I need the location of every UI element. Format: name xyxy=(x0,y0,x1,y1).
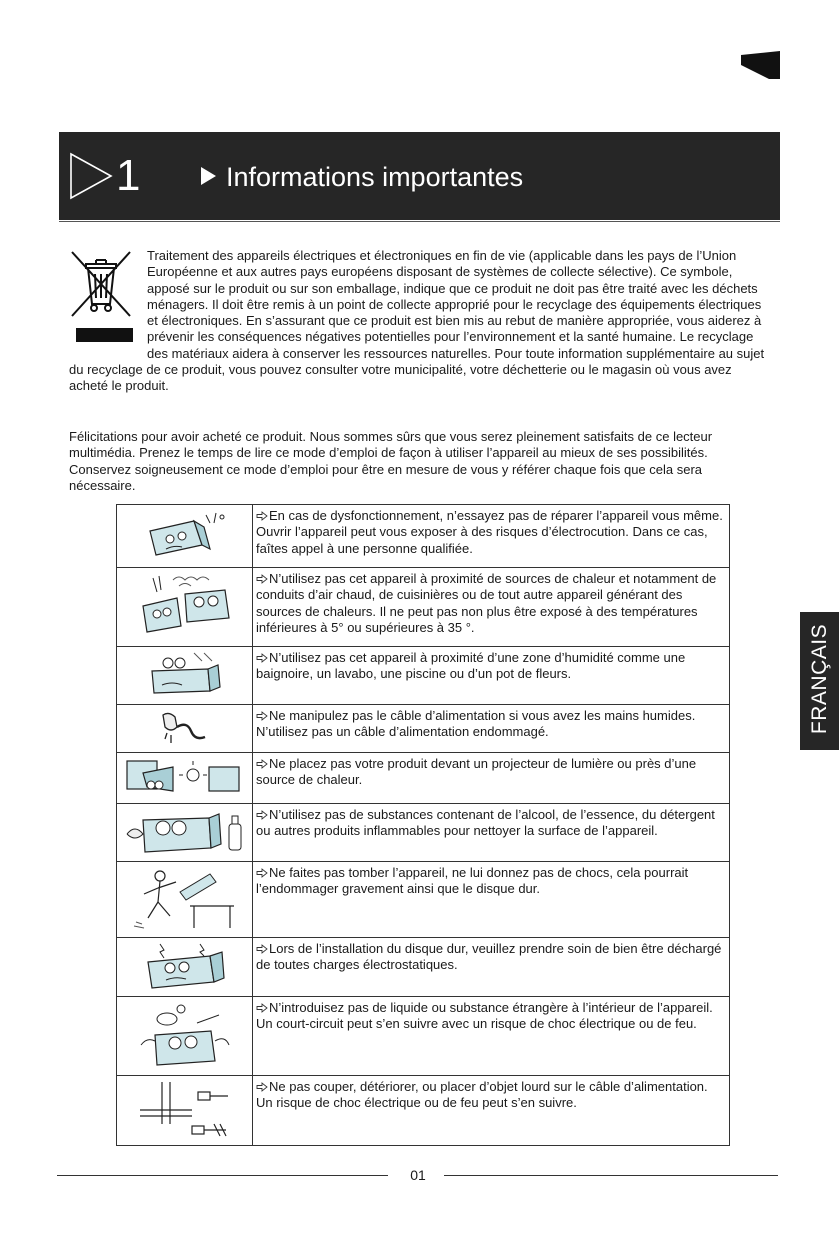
warning-text: N’introduisez pas de liquide ou substance étrangère à l’intérieur de l’appareil. Un court-circuit peut s’en suivre avec un risque de choc électrique ou de feu. xyxy=(256,1000,713,1032)
warning-illustration xyxy=(117,647,253,705)
page-number: 01 xyxy=(410,1167,426,1183)
warning-row xyxy=(117,753,730,804)
safety-warnings-table xyxy=(116,504,730,1146)
bullet-arrow-icon xyxy=(256,574,268,584)
page-title: Informations importantes xyxy=(226,162,524,192)
warning-text: En cas de dysfonctionnement, n’essayez pas de réparer l’appareil vous même. Ouvrir l’appareil peut vous exposer à des risques d’électrocution. Dans ce cas, faîtes appel à une personne qualifiée. xyxy=(256,508,723,556)
falling-device-icon xyxy=(130,866,240,932)
weee-disposal-text: Traitement des appareils électriques et électroniques en fin de vie (applicable dans les pays de l’Union Européenne et aux autres pays européens disposant de systèmes de collecte sélective). Ce symbole, apposé sur le produit ou sur son emballage, indique que ce produit ne doit pas être traité avec les déchets ménagers. Il doit être remis à un point de collecte approprié pour le recyclage des équipements électriques et électroniques. En s’assurant que ce produit est bien mis au rebut de manière appropriée, vous aiderez à prévenir les conséquences négatives potentielles pour l’environnement et la santé humaine. Le recyclage des matériaux aidera à conserver les ressources naturelles. Pour toute information supplémentaire au sujet du recyclage de ce produit, vous pouvez consulter votre municipalité, votre déchetterie ou le magasin où vous avez acheté le produit. xyxy=(69,248,765,394)
warning-text: Ne placez pas votre produit devant un projecteur de lumière ou près d’une source de chaleur. xyxy=(256,756,697,788)
congratulations-paragraph: Félicitations pour avoir acheté ce produit. Nous sommes sûrs que vous serez pleinement satisfaits de ce lecteur multimédia. Prenez le temps de lire ce mode d’emploi de façon à utiliser l’appareil au mieux de ses possibilités. Conservez soigneusement ce mode d’emploi pour être en mesure de vous y référer chaque fois que cela sera nécessaire. xyxy=(69,429,713,493)
header-divider xyxy=(59,221,780,222)
warning-illustration xyxy=(117,568,253,647)
warning-text: Ne manipulez pas le câble d’alimentation si vous avez les mains humides. N’utilisez pas un câble d’alimentation endommagé. xyxy=(256,708,696,740)
warning-text: Ne faites pas tomber l’appareil, ne lui donnez pas de chocs, cela pourrait l’endommager gravement ainsi que le disque dur. xyxy=(256,865,689,897)
chapter-header xyxy=(59,132,780,220)
warning-row xyxy=(117,804,730,862)
language-label: FRANÇAIS xyxy=(808,623,831,735)
warning-illustration xyxy=(117,804,253,862)
foreign-object-icon xyxy=(137,1001,233,1071)
broken-device-icon xyxy=(142,509,228,563)
warning-illustration xyxy=(117,862,253,938)
warning-row xyxy=(117,647,730,705)
bullet-arrow-icon xyxy=(256,711,268,721)
warning-illustration xyxy=(117,753,253,804)
bullet-arrow-icon xyxy=(256,868,268,878)
warning-row xyxy=(117,997,730,1076)
warning-row xyxy=(117,1076,730,1146)
warning-illustration xyxy=(117,938,253,997)
warning-illustration xyxy=(117,705,253,753)
bullet-arrow-icon xyxy=(256,944,268,954)
title-triangle-icon xyxy=(201,167,216,185)
chapter-number: 1 xyxy=(116,151,141,200)
warning-row xyxy=(117,505,730,568)
spotlight-icon xyxy=(123,757,247,799)
weee-disposal-paragraph xyxy=(69,248,771,395)
warning-text: Ne pas couper, détériorer, ou placer d’objet lourd sur le câble d’alimentation. Un risque de choc électrique ou de feu peut s’en suivre. xyxy=(256,1079,708,1111)
warning-row xyxy=(117,938,730,997)
chapter-arrow-icon xyxy=(69,152,113,200)
warning-illustration xyxy=(117,1076,253,1146)
warning-row xyxy=(117,568,730,647)
bullet-arrow-icon xyxy=(256,653,268,663)
warning-illustration xyxy=(117,505,253,568)
footer-rule-left xyxy=(57,1175,388,1176)
bullet-arrow-icon xyxy=(256,810,268,820)
heat-source-icon xyxy=(133,572,237,638)
damaged-cable-icon xyxy=(130,1080,240,1140)
warning-text: N’utilisez pas cet appareil à proximité de sources de chaleur et notamment de conduits d’air chaud, de cuisinières ou de tout autre appareil générant des sources de chaleurs. Il ne peut pas non plus être exposé à des températures inférieures à 5° ou supérieures à 35 °. xyxy=(256,571,717,635)
warning-text: N’utilisez pas de substances contenant de l’alcool, de l’essence, du détergent ou autres produits inflammables pour nettoyer la surface de l’appareil. xyxy=(256,807,715,839)
warning-text: N’utilisez pas cet appareil à proximité d’une zone d’humidité comme une baignoire, un lavabo, une piscine ou d’un pot de fleurs. xyxy=(256,650,686,682)
footer-rule-right xyxy=(444,1175,778,1176)
wet-hands-cable-icon xyxy=(155,709,215,747)
warning-text: Lors de l’installation du disque dur, veuillez prendre soin de bien être déchargé de toutes charges électrostatiques. xyxy=(256,941,722,973)
warning-illustration xyxy=(117,997,253,1076)
warning-row xyxy=(117,862,730,938)
bullet-arrow-icon xyxy=(256,1082,268,1092)
warning-row xyxy=(117,705,730,753)
static-discharge-icon xyxy=(140,942,230,992)
bullet-arrow-icon xyxy=(256,511,268,521)
bullet-arrow-icon xyxy=(256,1003,268,1013)
bullet-arrow-icon xyxy=(256,759,268,769)
humidity-icon xyxy=(142,651,228,699)
language-tab xyxy=(800,612,839,750)
chemical-cleaner-icon xyxy=(123,808,247,856)
corner-tab-marker xyxy=(739,51,780,79)
